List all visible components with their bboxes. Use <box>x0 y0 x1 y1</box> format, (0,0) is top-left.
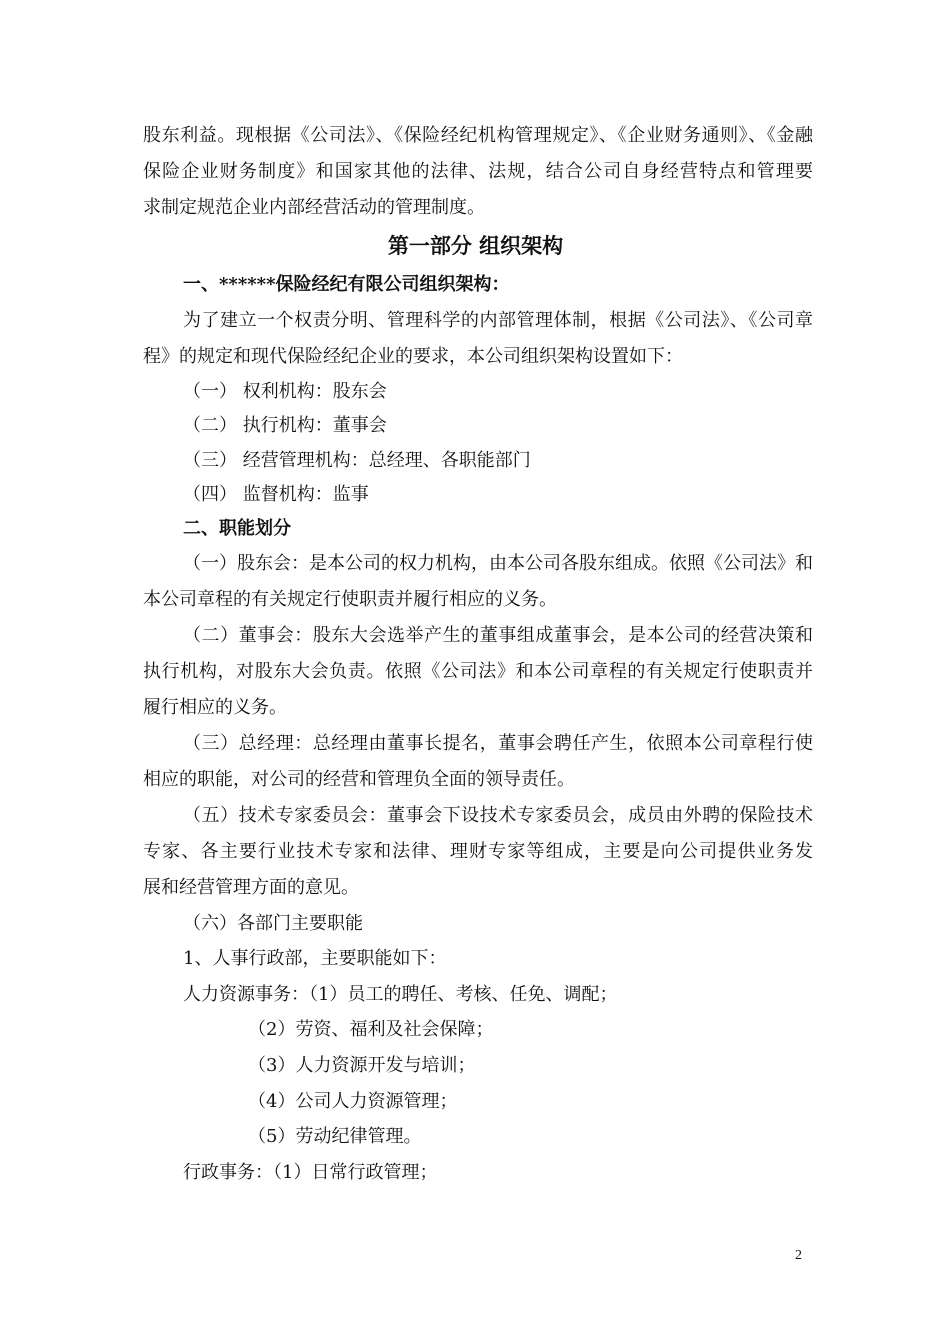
hr-item-3: （3）人力资源开发与培训； <box>248 1055 476 1076</box>
section1-title: 一、******保险经纪有限公司组织架构： <box>183 274 510 295</box>
intro-line-2: 保险企业财务制度》和国家其他的法律、法规，结合公司自身经营特点和管理要 <box>143 161 813 182</box>
p5-line-1: （五）技术专家委员会：董事会下设技术专家委员会，成员由外聘的保险技术 <box>183 805 813 826</box>
hr-item-2: （2）劳资、福利及社会保障； <box>248 1019 494 1040</box>
p6-heading: （六）各部门主要职能 <box>183 913 363 934</box>
org-item-4: （四） 监督机构：监事 <box>183 484 369 505</box>
p3-line-1: （三）总经理：总经理由董事长提名，董事会聘任产生，依照本公司章程行使 <box>183 733 813 754</box>
part-title: 第一部分 组织架构 <box>387 233 564 258</box>
page-number: 2 <box>795 1248 802 1263</box>
section1-para-line-1: 为了建立一个权责分明、管理科学的内部管理体制，根据《公司法》、《公司章 <box>183 310 813 331</box>
p1-line-2: 本公司章程的有关规定行使职责并履行相应的义务。 <box>143 589 557 610</box>
hr-item-5: （5）劳动纪律管理。 <box>248 1126 422 1147</box>
p5-line-2: 专家、各主要行业技术专家和法律、理财专家等组成，主要是向公司提供业务发 <box>143 841 813 862</box>
p1-line-1: （一）股东会：是本公司的权力机构，由本公司各股东组成。依照《公司法》和 <box>183 553 813 574</box>
section2-title: 二、职能划分 <box>183 518 291 539</box>
hr-label: 人力资源事务：（1）员工的聘任、考核、任免、调配； <box>183 984 618 1005</box>
dept1-heading: 1、人事行政部，主要职能如下： <box>183 948 447 969</box>
org-item-1: （一） 权利机构：股东会 <box>183 381 387 402</box>
hr-item-4: （4）公司人力资源管理； <box>248 1091 458 1112</box>
section1-para-line-2: 程》的规定和现代保险经纪企业的要求，本公司组织架构设置如下： <box>143 346 683 367</box>
p2-line-1: （二）董事会：股东大会选举产生的董事组成董事会，是本公司的经营决策和 <box>183 625 813 646</box>
p3-line-2: 相应的职能，对公司的经营和管理负全面的领导责任。 <box>143 769 575 790</box>
intro-line-1: 股东利益。现根据《公司法》、《保险经纪机构管理规定》、《企业财务通则》、《金融 <box>143 125 813 146</box>
p5-line-3: 展和经营管理方面的意见。 <box>143 877 359 898</box>
org-item-3: （三） 经营管理机构：总经理、各职能部门 <box>183 450 531 471</box>
admin-label: 行政事务：（1）日常行政管理； <box>183 1162 438 1183</box>
org-item-2: （二） 执行机构：董事会 <box>183 415 387 436</box>
p2-line-2: 执行机构，对股东大会负责。依照《公司法》和本公司章程的有关规定行使职责并 <box>143 661 813 682</box>
p2-line-3: 履行相应的义务。 <box>143 697 287 718</box>
intro-line-3: 求制定规范企业内部经营活动的管理制度。 <box>143 197 485 218</box>
